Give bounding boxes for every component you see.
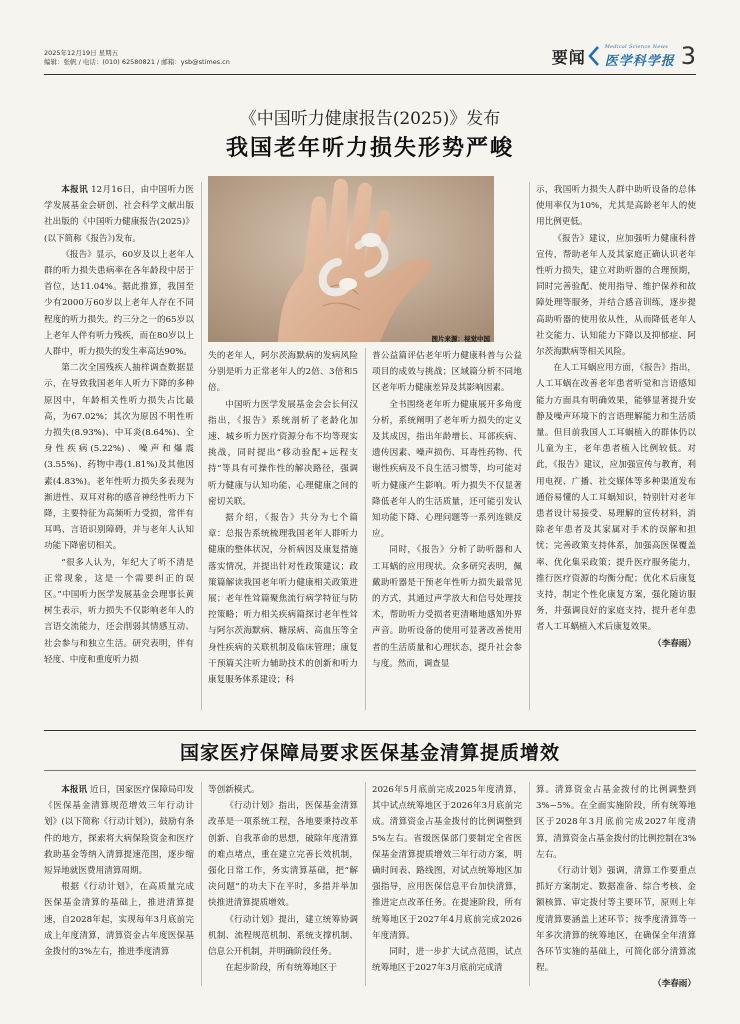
paragraph: 在人工耳蜗应用方面，《报告》指出，人工耳蜗在改善老年患者听觉和言语感知能力方面具有明确效果，能够显著提升安静及噪声环境下的言语理解能力和生活质量。但目前我国人工耳蜗植入的群体仍以儿童为主，老年患者植入比例较低。对此，《报告》建议，应加强宣传与教育，利用电视、广播、社交媒体等多种渠道发布通俗易懂的人工耳蜗知识，特别针对老年患者设计易接受、易理解的宣传材料，消除老年患者及其家属对手术的误解和担忧；完善政策支持体系，加强高医保覆盖率、优化集采政策；提升医疗服务能力，推行医疗资源的均衡分配；优化术后康复支持，制定个性化康复方案，强化随访服务，并强调良好的家庭支持，提升老年患者人工耳蜗植入术后康复效果。	[536, 363, 696, 633]
paragraph: 在起步阶段，所有统筹地区于	[225, 963, 337, 974]
issue-date: 2025年12月19日 星期五	[44, 49, 119, 57]
article2-column-2	[208, 782, 358, 988]
header-rule	[44, 74, 696, 75]
author-signature: （李春雨）	[653, 979, 696, 988]
paragraph: 普公益篇评估老年听力健康科普与公益项目的成效与挑战；区域篇分析不同地区老年听力健康差异及其影响因素。	[372, 351, 522, 394]
paragraph: 算。清算资金占基金拨付的比例调整到3%~5%。在全面实施阶段，所有统筹地区于2028年3月底前完成2027年度清算，清算资金占基金拨付的比例控制在3%左右。	[536, 785, 696, 860]
paragraph: “很多人认为，年纪大了听不清是正常现象，这是一个需要纠正的误区。”中国听力医学发展基金会理事长黄树生表示，听力损失不仅影响老年人的言语交流能力，还会削弱其情感互动、社会参与和独立生活。研究表明，伴有轻度、中度和重度听力损	[44, 557, 194, 665]
paragraph: 失的老年人，阿尔茨海默病的发病风险分别是听力正常老年人的2倍、3倍和5倍。	[208, 351, 358, 394]
article1-column-1	[44, 182, 194, 712]
paragraph: 同时，《报告》分析了助听器和人工耳蜗的应用现状。众多研究表明，佩戴助听器是干预老年性听力损失最常见的方式，其通过声学放大和信号处理技术，帮助听力受损者更清晰地感知外界声音。助听设备的使用可显著改善使用者的生活质量和心理状态，提升社会参与度。然而，调查显	[372, 545, 522, 669]
column-divider	[365, 348, 366, 710]
article1-subtitle: 《中国听力健康报告(2025)》发布	[239, 109, 501, 129]
chevron-left-icon	[587, 45, 601, 67]
paragraph: 全书围绕老年听力健康展开多角度分析，系统阐明了老年听力损失的定义及其成因，指出年龄增长、耳部疾病、遗传因素、噪声损伤、耳毒性药物、代谢性疾病及不良生活习惯等，均可能对听力健康产生影响。听力损失不仅显著降低老年人的生活质量，还可能引发认知功能下降、心理问题等一系列连锁反应。	[372, 399, 522, 540]
article1-column-2	[208, 348, 358, 712]
paragraph: 同时，进一步扩大试点范围，试点统筹地区于2027年3月底前完成清	[372, 947, 522, 974]
lead-tag: 本报讯	[61, 185, 89, 195]
page-number: 3	[680, 42, 696, 70]
column-divider	[529, 182, 530, 710]
newspaper-logo	[605, 44, 675, 69]
column-divider	[201, 782, 202, 986]
paragraph: 等创新模式。	[208, 785, 260, 795]
paragraph: 中国听力医学发展基金会会长何汉指出，《报告》系统剖析了老龄化加速、城乡听力医疗资源分布不均等现实挑战，同时提出“移动验配+远程支持”等具有可操作性的解决路径，强调听力健康与认知功能、心理健康之间的密切关联。	[208, 399, 358, 507]
editor-contact: 编辑：张帆 / 电话：(010) 62580821 / 邮箱：ysb@stimes.cn	[44, 58, 230, 66]
brand-en: Medical Science News	[604, 43, 669, 50]
paragraph: 示，我国听力损失人群中助听设备的总体使用率仅为10%，尤其是高龄老年人的使用比例更低。	[536, 185, 696, 228]
article1-title: 我国老年听力损失形势严峻	[225, 136, 514, 161]
paragraph: 2026年5月底前完成2025年度清算，其中试点统筹地区于2026年3月底前完成。清算资金占基金拨付的比例调整到5%左右。省级医保部门要制定全省医保基金清算提质增效三年行动方案，明确时间表、路线图，对试点统筹地区加强指导，应用医保信息平台加快清算，推进定点改革任务。在提速阶段，所有统筹地区于2027年4月底前完成2026年度清算。	[372, 785, 522, 941]
paragraph: 根据《行动计划》，在高质量完成医保基金清算的基础上，推进清算提速，自2028年起，实现每年3月底前完成上年度清算，清算资金占年度医保基金拨付的3%左右，推进季度清算	[44, 882, 194, 958]
brand-cn: 医学科学报	[604, 53, 675, 69]
paragraph: 《报告》显示，60岁及以上老年人群的听力损失患病率在各年龄段中居于首位，达11.04%。据此推算，我国至少有2000万60岁以上老年人存在不同程度的听力损失。约三分之一的65岁以上老年人伴有听力残疾，而在80岁以上人群中，听力损失的发生率高达90%。	[44, 249, 194, 358]
section-label: 要闻	[551, 47, 586, 67]
author-signature: （李春雨）	[653, 638, 696, 649]
paragraph: 《行动计划》强调，清算工作要重点抓好方案制定、数据准备、综合考核、金额核算、审定拨付等主要环节，原则上年度清算要涵盖上述环节；按季度清算等一年多次清算的统筹地区，在确保全年清算各环节实施的基础上，可简化部分清算流程。	[536, 866, 696, 974]
column-divider	[529, 782, 530, 986]
lead-tag: 本报讯	[61, 785, 88, 795]
article1-column-4	[536, 182, 696, 712]
article2-title: 国家医疗保障局要求医保基金清算提质增效	[179, 742, 560, 764]
paragraph: 《行动计划》提出，建立统筹协调机制、流程规范机制、系统支撑机制、信息公开机制，并明确阶段任务。	[208, 914, 358, 958]
paragraph: 《报告》建议，应加强听力健康科普宣传，帮助老年人及其家庭正确认识老年性听力损失，建立对助听器的合理预期，同时完善验配、使用指导、维护保养和故障处理等服务，并结合感音训练，逐步提高助听器的使用依从性，从而降低老年人社交能力、认知能力下降以及抑郁症、阿尔茨海默病等相关风险。	[536, 233, 696, 358]
hearing-aid-photo	[208, 176, 494, 342]
article1-column-3	[372, 348, 522, 712]
title-rule	[44, 770, 696, 771]
paragraph: 第二次全国残疾人抽样调查数据显示，在导致我国老年人听力下降的多种原因中，年龄相关性听力损失占比最高，为67.02%；其次为原因不明性听力损失(8.93%)、中耳炎(8.64%)、全身性疾病(5.22%)、噪声和爆震(3.55%)、药物中毒(1.81%)及其他因素(4.83%)。老年性听力损失多表现为渐进性、双耳对称的感音神经性听力下降，主要特征为高频听力受损，常伴有耳鸣、言语识别障碍，并与老年人认知功能下降密切相关。	[44, 363, 194, 552]
photo-credit: 图片来源：视觉中国	[431, 335, 490, 343]
column-divider	[201, 182, 202, 710]
section-header	[552, 40, 696, 72]
article2-column-3	[372, 782, 522, 988]
article2-column-1	[44, 782, 194, 988]
article2-column-4	[536, 782, 696, 988]
column-divider	[365, 782, 366, 986]
paragraph: 近日，国家医疗保障局印发《医保基金清算规范增效三年行动计划》(以下简称《行动计划》)，鼓励有条件的地方，探索将大病保险资金和医疗救助基金等纳入清算提速范围，逐步缩短异地就医费用清算周期。	[44, 785, 194, 877]
section-rule	[44, 730, 696, 731]
masthead-info	[44, 49, 230, 67]
paragraph: 据介绍，《报告》共分为七个篇章：总报告系统梳理我国老年人群听力健康的整体状况，分析病因及康复措施落实情况，并提出针对性政策建议；政策篇解读我国老年听力健康相关政策进展；老年性耸篇聚焦流行病学特征与防控策略；听力相关疾病篇探讨老年性耸与阿尔茨海默病、糖尿病、高血压等全身性疾病的关联机制及临床管理；康复干预篇关注听力辅助技术的创新和听力康复服务体系建设；科	[208, 513, 358, 686]
paragraph: 12月16日，由中国听力医学发展基金会研创、社会科学文献出版社出版的《中国听力健康报告(2025)》(以下简称《报告》)发布。	[44, 185, 194, 244]
paragraph: 《行动计划》指出，医保基金清算改革是一项系统工程，各地要秉持改革创新、自我革命的思想，破除年度清算的难点堵点，重在建立完善长效机制，强化日常工作，务实清算基础，把“解决问题”的功夫下在平时，多措并举加快推进清算提质增效。	[208, 801, 358, 909]
